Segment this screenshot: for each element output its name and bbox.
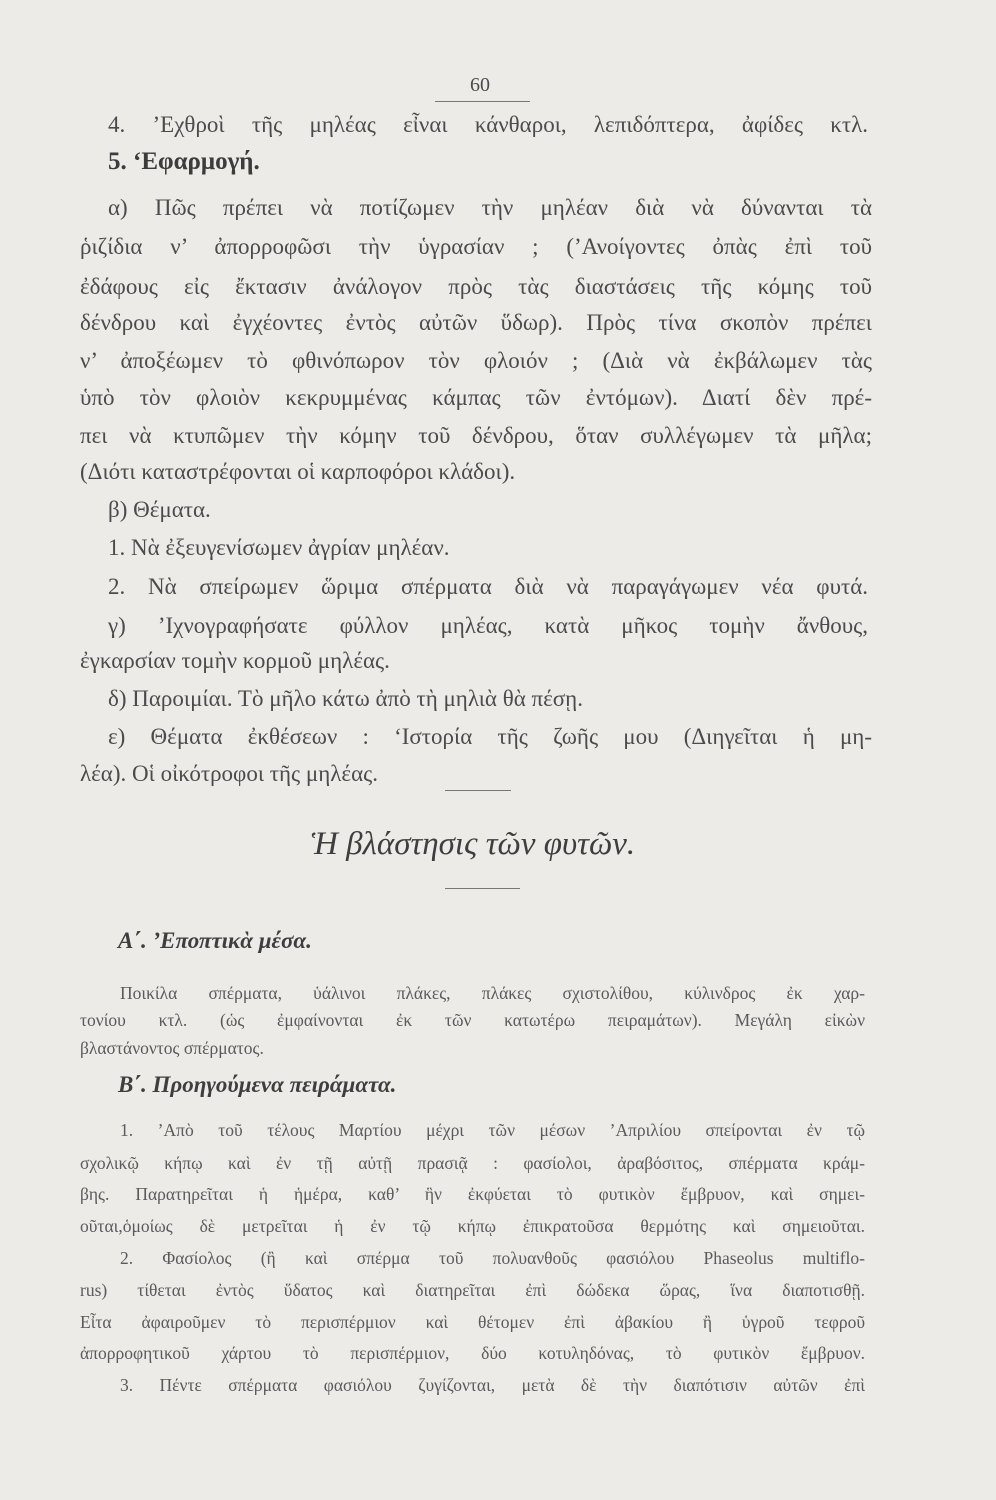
text-line: ἐδάφους εἰς ἔκτασιν ἀνάλογον πρὸς τὰς διαστάσεις τῆς κόμης τοῦ <box>80 274 872 299</box>
section-b-heading: Β΄. Προηγούμενα πειράματα. <box>118 1072 397 1097</box>
text-line: τονίου κτλ. (ὡς ἐμφαίνονται ἐκ τῶν κατωτέρω πειραμάτων). Μεγάλη εἰκὼν <box>80 1010 865 1030</box>
divider-rule <box>445 790 511 791</box>
text-line: λέα). Οἱ οἰκότροφοι τῆς μηλέας. <box>80 761 378 786</box>
text-line: γ) ’Ιχνογραφήσατε φύλλον μηλέας, κατὰ μῆκος τομὴν ἄνθους, <box>108 613 868 638</box>
text-line: οῦται,ὁμοίως δὲ μετρεῖται ἡ ἐν τῷ κήπῳ ἐπικρατοῦσα θερμότης καὶ σημειοῦται. <box>80 1216 865 1236</box>
text-line: 4. ’Εχθροὶ τῆς μηλέας εἶναι κάνθαροι, λεπιδόπτερα, ἀφίδες κτλ. <box>108 112 868 137</box>
text-line: 1. Νὰ ἐξευγενίσωμεν ἀγρίαν μηλέαν. <box>108 535 450 560</box>
text-line: ῥιζίδια ν’ ἀπορροφῶσι τὴν ὑγρασίαν ; (’Ανοίγοντες ὀπὰς ἐπὶ τοῦ <box>80 234 872 259</box>
text-line: πει νὰ κτυπῶμεν τὴν κόμην τοῦ δένδρου, ὅταν συλλέγωμεν τὰ μῆλα; <box>80 423 872 448</box>
text-line: ε) Θέματα ἐκθέσεων : ‘Ιστορία τῆς ζωῆς μου (Διηγεῖται ἡ μη- <box>108 724 872 749</box>
text-line: β) Θέματα. <box>108 497 211 522</box>
section-heading: 5. ‘Εφαρμογή. <box>108 148 260 175</box>
page-number: 60 <box>470 74 490 96</box>
text-line: δ) Παροιμίαι. Τὸ μῆλο κάτω ἀπὸ τὴ μηλιὰ θὰ πέσῃ. <box>108 686 583 711</box>
text-line: Εἶτα ἀφαιροῦμεν τὸ περισπέρμιον καὶ θέτομεν ἐπὶ ἀβακίου ἢ ὑγροῦ τεφροῦ <box>80 1312 865 1332</box>
text-line: ἀπορροφητικοῦ χάρτου τὸ περισπέρμιον, δύο κοτυληδόνας, τὸ φυτικὸν ἔμβρυον. <box>80 1343 865 1363</box>
text-line: Ποικίλα σπέρματα, ὑάλινοι πλάκες, πλάκες σχιστολίθου, κύλινδρος ἐκ χαρ- <box>120 983 865 1003</box>
text-line: 2. Νὰ σπείρωμεν ὥριμα σπέρματα διὰ νὰ παραγάγωμεν νέα φυτά. <box>108 574 868 599</box>
text-line: ὑπὸ τὸν φλοιὸν κεκρυμμένας κάμπας τῶν ἐντόμων). Διατί δὲν πρέ- <box>80 385 872 410</box>
text-line: rus) τίθεται ἐντὸς ὕδατος καὶ διατηρεῖται ἐπὶ δώδεκα ὥρας, ἵνα διαποτισθῇ. <box>80 1280 865 1300</box>
text-line: βλαστάνοντος σπέρματος. <box>80 1038 264 1058</box>
text-line: βης. Παρατηρεῖται ἡ ἡμέρα, καθ’ ἣν ἐκφύεται τὸ φυτικὸν ἔμβρυον, καὶ σημει- <box>80 1184 865 1204</box>
divider-rule <box>445 888 520 889</box>
text-line: α) Πῶς πρέπει νὰ ποτίζωμεν τὴν μηλέαν διὰ νὰ δύνανται τὰ <box>108 195 872 220</box>
chapter-title: Ἡ βλάστησις τῶν φυτῶν. <box>310 826 636 862</box>
page-number-rule <box>435 101 530 102</box>
text-line: 2. Φασίολος (ἢ καὶ σπέρμα τοῦ πολυανθοῦς φασιόλου Phaseolus multiflo- <box>120 1248 865 1268</box>
text-line: σχολικῷ κήπῳ καὶ ἐν τῇ αὐτῇ πρασιᾷ : φασίολοι, ἀραβόσιτος, σπέρματα κράμ- <box>80 1153 865 1173</box>
text-line: 1. ’Απὸ τοῦ τέλους Μαρτίου μέχρι τῶν μέσων ’Απριλίου σπείρονται ἐν τῷ <box>120 1120 865 1140</box>
text-line: δένδρου καὶ ἐγχέοντες ἐντὸς αὐτῶν ὕδωρ). Πρὸς τίνα σκοπὸν πρέπει <box>80 310 872 335</box>
text-line: 3. Πέντε σπέρματα φασιόλου ζυγίζονται, μετὰ δὲ τὴν διαπότισιν αὐτῶν ἐπὶ <box>120 1375 865 1395</box>
text-line: ἐγκαρσίαν τομὴν κορμοῦ μηλέας. <box>80 648 390 673</box>
text-line: ν’ ἀποξέωμεν τὸ φθινόπωρον τὸν φλοιόν ; (Διὰ νὰ ἐκβάλωμεν τὰς <box>80 348 872 373</box>
text-line: (Διότι καταστρέφονται οἱ καρποφόροι κλάδοι). <box>80 459 516 484</box>
section-a-heading: Α΄. ’Εποπτικὰ μέσα. <box>118 928 312 953</box>
